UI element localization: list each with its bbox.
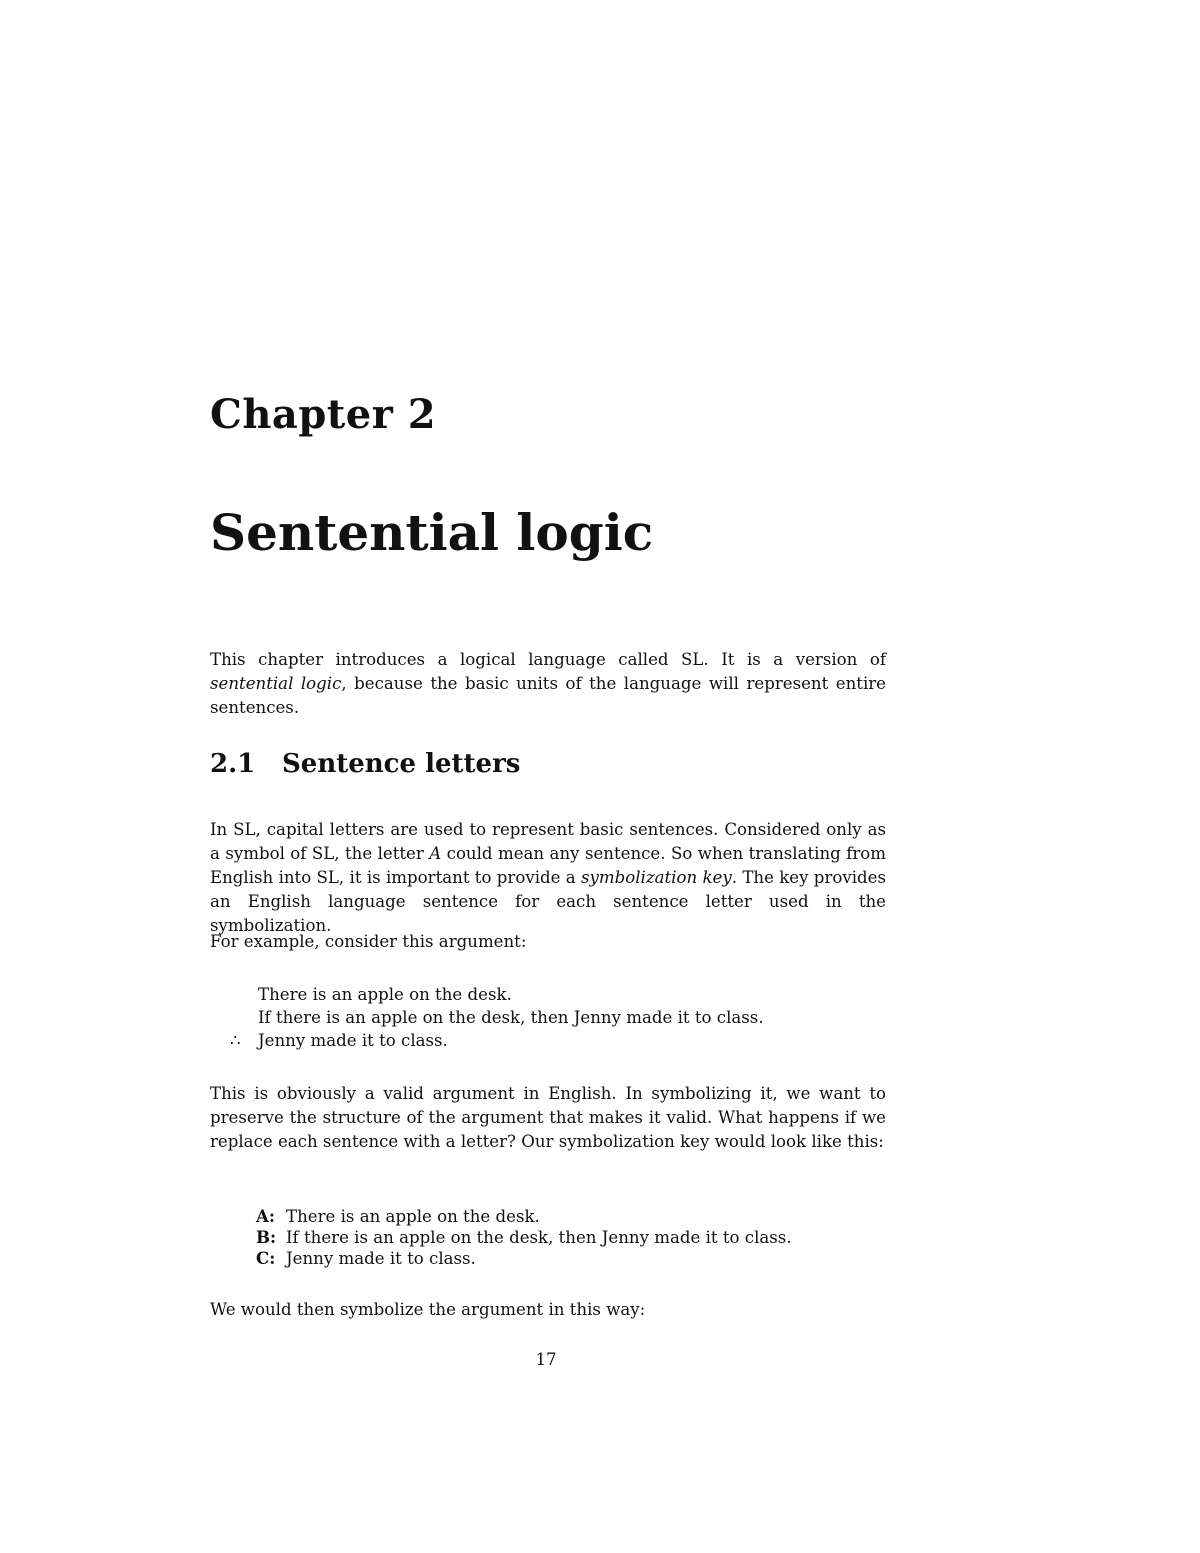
- key-text: If there is an apple on the desk, then Jenny made it to class.: [286, 1228, 792, 1247]
- para1-emphasis: symbolization key: [581, 868, 732, 887]
- paragraph-sentence-letters: [210, 818, 886, 938]
- key-text: There is an apple on the desk.: [286, 1207, 540, 1226]
- argument-premise-1: There is an apple on the desk.: [258, 985, 512, 1004]
- key-letter: C:: [256, 1248, 276, 1268]
- para1-text-3: . The key provides an English language sentence for each sentence letter used in the symbolization.: [210, 868, 886, 935]
- intro-text-1: This chapter introduces a logical language called SL. It is a version of: [210, 650, 886, 669]
- argument-conclusion-line: [228, 1029, 764, 1052]
- chapter-title: Sentential logic: [210, 503, 654, 562]
- para1-text-2: could mean any sentence. So when translating from English into SL, it is important to provide a: [210, 844, 886, 887]
- paragraph-symbolizing: This is obviously a valid argument in English. In symbolizing it, we want to preserve the structure of the argument that makes it valid. What happens if we replace each sentence with a letter? Our symbolization key would look like this:: [210, 1084, 886, 1151]
- argument-premise-2: If there is an apple on the desk, then Jenny made it to class.: [258, 1008, 764, 1027]
- page-number: 17: [535, 1350, 557, 1369]
- chapter-label: Chapter 2: [210, 391, 437, 438]
- section-heading: [210, 748, 520, 780]
- key-text: Jenny made it to class.: [286, 1249, 476, 1268]
- paragraph-example-intro: For example, consider this argument:: [210, 932, 527, 951]
- key-entry-a: [256, 1206, 792, 1227]
- symbolization-key: [256, 1206, 792, 1269]
- para1-text-1: In SL, capital letters are used to represent basic sentences. Considered only as a symbol of SL, the letter: [210, 820, 886, 863]
- key-entry-b: [256, 1227, 792, 1248]
- key-entry-c: [256, 1248, 792, 1269]
- key-letter: B:: [256, 1227, 277, 1247]
- argument-conclusion: Jenny made it to class.: [258, 1031, 448, 1050]
- para1-letter: A: [429, 844, 442, 863]
- section-number: 2.1: [210, 749, 256, 779]
- intro-text-2: , because the basic units of the language will represent entire sentences.: [210, 674, 886, 717]
- argument-block: [228, 983, 764, 1052]
- key-letter: A:: [256, 1206, 276, 1226]
- section-title: Sentence letters: [282, 749, 521, 779]
- intro-emphasis: sentential logic: [210, 674, 342, 693]
- intro-paragraph: [210, 648, 886, 720]
- therefore-symbol: ∴: [230, 1031, 241, 1050]
- paragraph-symbolize-argument: We would then symbolize the argument in this way:: [210, 1300, 646, 1319]
